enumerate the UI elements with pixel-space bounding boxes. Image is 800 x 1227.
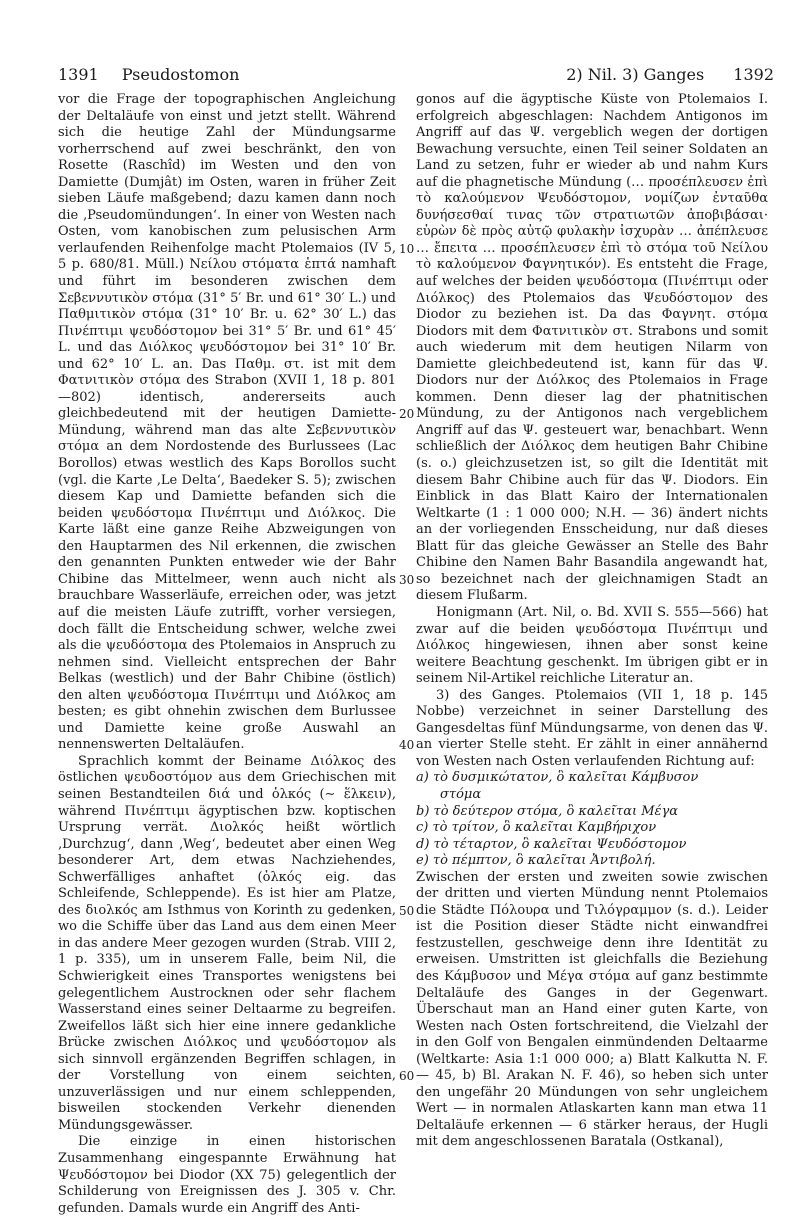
left-running-title: Pseudostomon — [121, 65, 240, 84]
right-running-title: 2) Nil. 3) Ganges — [566, 65, 705, 84]
header-left — [58, 63, 239, 87]
right-paragraph-3: 3) des Ganges. Ptolemaios (VII 1, 18 p. 145 Nobbe) verzeichnet in seiner Darstellung des Gangesdeltas fünf Mündungsarme, von denen das Ψ. an vierter Stelle steht. Er zählt in einer annähernd von Westen nach Osten verlaufenden Richtung auf: — [416, 687, 768, 769]
list-item-d: d) τὸ τέταρτον, ὃ καλεῖται Ψευδόστομον — [416, 836, 687, 852]
right-paragraph-4: Zwischen der ersten und zweiten sowie zwischen der dritten und vierten Mündung nennt Ptolemaios die Städte Πόλουρα und Τιλόγραμμον (s. d.). Leider ist die Position dieser Städte nicht einwandfrei festzustellen, geschweige denn ihre Identität zu erweisen. Umstritten ist gleichfalls die Beziehung des Κάμβυσον und Μέγα στόμα auf ganz bestimmte Deltaläufe des Ganges in der Gegenwart. Überschaut man an Hand einer guten Karte, von Westen nach Osten fortschreitend, die Vielzahl der in den Golf von Bengalen einmündenden Deltaarme (Weltkarte: Asia 1:1 000 000; a) Blatt Kalkutta N. F. — 45, b) Bl. Arakan N. F. 46), so heben sich unter den ungefähr 20 Mündungen von sehr ungleichem Wert — in normalen Atlaskarten kann man etwa 11 Deltaläufe erkennen — 6 stärker heraus, der Hugli mit dem angeschlossenen Baratala (Ostkanal), — [416, 869, 768, 1150]
left-column — [58, 92, 396, 1217]
ganges-mouths-list — [416, 770, 768, 869]
line-number-40: 40 — [399, 738, 415, 753]
left-paragraph-1: vor die Frage der topographischen Angleichung der Deltaläufe von einst und jetzt stellt. Während sich die heutige Zahl der Mündungsarme vorherrschend auf zwei beschränkt, den von Rosette (Raschîd) im Westen und den von Damiette (Dumjât) im Osten, waren in früher Zeit sieben Läufe maßgebend; dazu kamen dann noch die ‚Pseudomündungen‘. In einer von Westen nach Osten, vom kanobischen zum pelusischen Arm verlaufenden Reihenfolge macht Ptolemaios (IV 5, 5 p. 680/81. Müll.) Νείλου στόματα ἑπτά namhaft und führt im besonderen zwischen dem Σεβεννυτικὸν στόμα (31° 5′ Br. und 61° 30′ L.) und Παθμιτικὸν στόμα (31° 10′ Br. u. 62° 30′ L.) das Πινέπτιμι ψευδόστομον bei 31° 5′ Br. und 61° 45′ L. und das Διόλκος ψευδόστομον bei 31° 10′ Br. und 62° 10′ L. an. Das Παθμ. στ. ist mit dem Φατνιτικὸν στόμα des Strabon (XVII 1, 18 p. 801—802) identisch, andererseits auch gleichbedeutend mit der heutigen Damiette-Mündung, während man das alte Σεβεννυτικὸν στόμα an dem Nordostende des Burlussees (Lac Borollos) etwas westlich des Kaps Borollos sucht (vgl. die Karte ‚Le Delta‘, Baedeker S. 5); zwischen diesem Kap und Damiette befanden sich die beiden ψευδόστομα Πινέπτιμι und Διόλκος. Die Karte läßt eine ganze Reihe Abzweigungen von den Hauptarmen des Nil erkennen, die zwischen den genannten Punkten entweder wie der Bahr Chibine das Mittelmeer, wenn auch nicht als brauchbare Wasserläufe, erreichen oder, was jetzt auf die meisten Läufe zutrifft, vorher versiegen, doch fällt die Entscheidung schwer, welche zwei als die ψευδόστομα des Ptolemaios in Anspruch zu nehmen sind. Vielleicht entsprechen der Bahr Belkas (westlich) und der Bahr Chibine (östlich) den alten ψευδόστομα Πινέπτιμι und Διόλκος am besten; es gibt ohnehin zwischen dem Burlussee und Damiette keine große Auswahl an nennenswerten Deltaläufen. — [58, 92, 396, 753]
line-number-50: 50 — [399, 903, 415, 918]
line-number-60: 60 — [399, 1069, 415, 1084]
list-item-c: c) τὸ τρίτον, ὃ καλεῖται Καμβήριχον — [416, 820, 657, 836]
left-column-number: 1391 — [58, 65, 99, 84]
line-number-20: 20 — [399, 407, 415, 422]
list-item-a: a) τὸ δυσμικώτατον, ὃ καλεῖται Κάμβυσον — [416, 770, 699, 786]
left-paragraph-2: Sprachlich kommt der Beiname Διόλκος des östlichen ψευδοστόμον aus dem Griechischen mit seinen Bestandteilen διά und ὁλκός (∼ ἕλκειν), während Πινέπτιμι ägyptischen bzw. koptischen Ursprung verrät. Διολκός heißt wörtlich ‚Durchzug‘, dann ‚Weg‘, bedeutet aber einen Weg besonderer Art, dem etwas Nachziehendes, Schwerfälliges anhaftet (ὁλκός eig. das Schleifende, Schleppende). Es ist hier am Platze, des διολκός am Isthmus von Korinth zu gedenken, wo die Schiffe über das Land aus dem einen Meer in das andere Meer gezogen wurden (Strab. VIII 2, 1 p. 335), um in unserem Falle, beim Nil, die Schwierigkeit eines Transportes wenigstens bei gelegentlichem Austrocknen oder sehr flachem Wasserstand eines seiner Deltaarme zu begreifen. Zweifellos läßt sich hier eine innere gedankliche Brücke zwischen Διόλκος und ψευδόστομον als sich sinnvoll ergänzenden Begriffen schlagen, in der Vorstellung von einem seichten, unzuverlässigen und nur einem schleppenden, bisweilen stockenden Verkehr dienenden Mündungsgewässer. — [58, 753, 396, 1133]
right-paragraph-1: gonos auf die ägyptische Küste von Ptolemaios I. erfolgreich abgeschlagen: Nachdem Antigonos im Angriff auf das Ψ. vergeblich wegen der dortigen Bewachung versuchte, einen Teil seiner Soldaten an Land zu setzen, fuhr er wieder ab und nahm Kurs auf die phagnetische Mündung (… προσέπλευσεν ἐπὶ τὸ καλούμενον Ψευδόστομον, νομίζων ἐνταῦθα δυνήσεσθαί τινας τῶν στρατιωτῶν ἀποβιβάσαι· εὑρὼν δὲ πρὸς αὐτῷ φυλακὴν ἰσχυρὰν … ἀπέπλευσε … ἔπειτα … προσέπλευσεν ἐπὶ τὸ στόμα τοῦ Νείλου τὸ καλούμενον Φαγνητικόν). Es entsteht die Frage, auf welches der beiden ψευδόστομα (Πινέπτιμι oder Διόλκος) des Ptolemaios das Ψευδόστομον des Diodor zu beziehen ist. Da das Φαγνητ. στόμα Diodors mit dem Φατνιτικὸν στ. Strabons und somit auch wiederum mit dem heutigen Nilarm von Damiette gleichbedeutend ist, kann für das Ψ. Diodors nur der Διόλκος des Ptolemaios in Frage kommen. Denn dieser lag der phatnitischen Mündung, zu der Antigonos nach vergeblichem Angriff auf das Ψ. gesteuert war, benachbart. Wenn schließlich der Διόλκος dem heutigen Bahr Chibine (s. o.) gleichzusetzen ist, so gilt die Identität mit diesem Bahr Chibine auch für das Ψ. Diodors. Ein Einblick in das Blatt Kairo der Internationalen Weltkarte (1 : 1 000 000; N.H. — 36) ändert nichts an der vorliegenden Ensscheidung, nur daß dieses Blatt für das gleiche Gewässer an Stelle des Bahr Chibine den Namen Bahr Basandila angewandt hat, so bezeichnet nach der gleichnamigen Stadt an diesem Flußarm. — [416, 92, 768, 604]
list-item-b: b) τὸ δεύτερον στόμα, ὃ καλεῖται Μέγα — [416, 803, 679, 819]
list-item-e: e) τὸ πέμπτον, ὃ καλεῖται Ἀντιβολή. — [416, 853, 656, 869]
page-header — [58, 63, 774, 87]
right-column — [416, 92, 768, 1151]
list-item-a-continued: στόμα — [440, 786, 482, 802]
line-number-10: 10 — [399, 241, 415, 256]
header-right — [566, 63, 774, 87]
line-number-30: 30 — [399, 572, 415, 587]
left-paragraph-3: Die einzige in einen historischen Zusammenhang eingespannte Erwähnung hat Ψευδόστομον bei Diodor (XX 75) gelegentlich der Schilderung von Ereignissen des J. 305 v. Chr. gefunden. Damals wurde ein Angriff des Anti- — [58, 1134, 396, 1216]
right-paragraph-2: Honigmann (Art. Nil, o. Bd. XVII S. 555—566) hat zwar auf die beiden ψευδόστομα Πινέπτιμι und Διόλκος hingewiesen, ihnen aber sonst keine weitere Beachtung geschenkt. Im übrigen gibt er in seinem Nil-Artikel reichliche Literatur an. — [416, 604, 768, 687]
right-column-number: 1392 — [733, 65, 774, 84]
